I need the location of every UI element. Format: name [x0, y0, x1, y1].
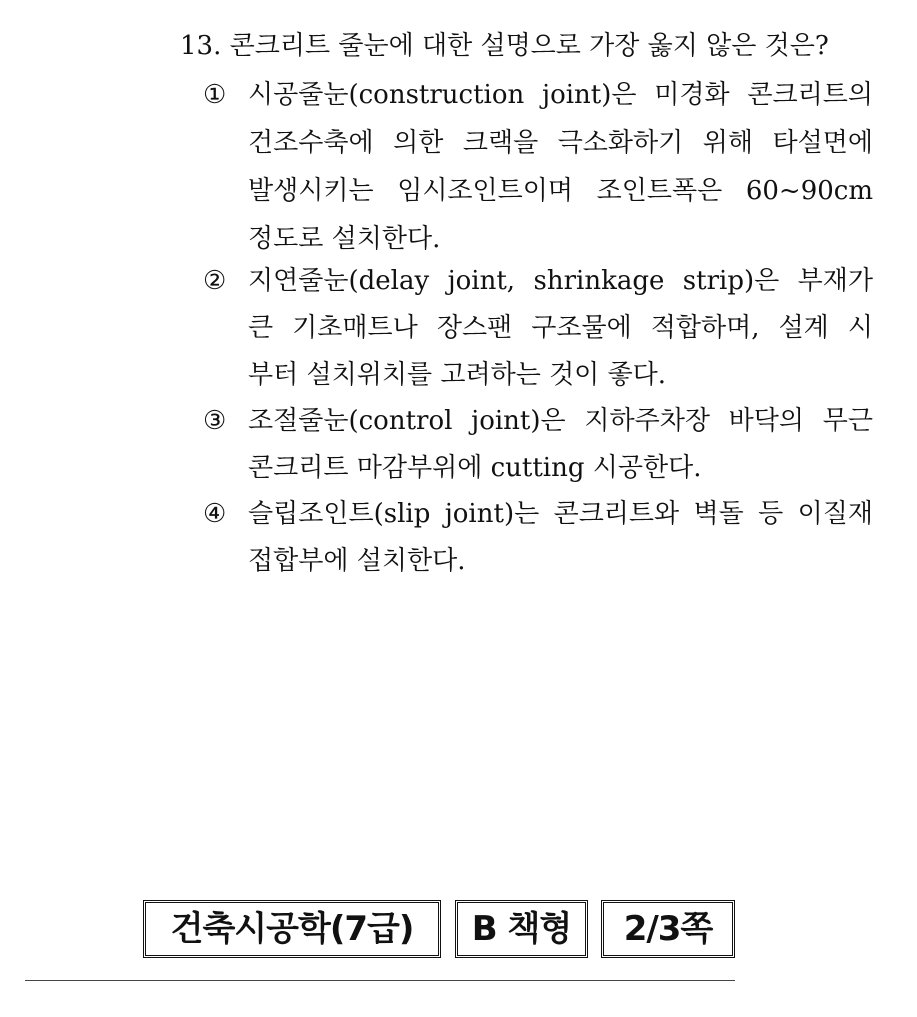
choice-number: ②: [203, 266, 227, 296]
choice-text-line: 조절줄눈(control joint)은 지하주차장 바닥의 무근: [248, 406, 873, 436]
choice-text-line: 발생시키는 임시조인트이며 조인트폭은 60~90cm: [248, 176, 873, 206]
footer-divider: [25, 980, 735, 981]
choice-text-line: 접합부에 설치한다.: [248, 546, 466, 576]
choice-text-line: 큰 기초매트나 장스팬 구조물에 적합하며, 설계 시: [248, 313, 873, 343]
choice-text-line: 지연줄눈(delay joint, shrinkage strip)은 부재가: [248, 266, 873, 296]
subject-box: 건축시공학(7급): [143, 900, 441, 958]
choice-number: ①: [203, 80, 227, 110]
choice-number: ④: [203, 499, 227, 529]
page-number-box: 2/3쪽: [601, 900, 735, 958]
choice-text-line: 콘크리트 마감부위에 cutting 시공한다.: [248, 453, 702, 483]
choice-text-line: 부터 설치위치를 고려하는 것이 좋다.: [248, 360, 667, 390]
choice-text-line: 건조수축에 의한 크랙을 극소화하기 위해 타설면에: [248, 128, 873, 158]
choice-text-line: 시공줄눈(construction joint)은 미경화 콘크리트의: [248, 80, 873, 110]
question-stem: 13. 콘크리트 줄눈에 대한 설명으로 가장 옳지 않은 것은?: [180, 31, 829, 61]
page-footer: [0, 890, 917, 970]
choice-number: ③: [203, 406, 227, 436]
booklet-type-box: B 책형: [455, 900, 588, 958]
choice-text-line: 정도로 설치한다.: [248, 224, 441, 254]
choice-text-line: 슬립조인트(slip joint)는 콘크리트와 벽돌 등 이질재: [248, 499, 873, 529]
